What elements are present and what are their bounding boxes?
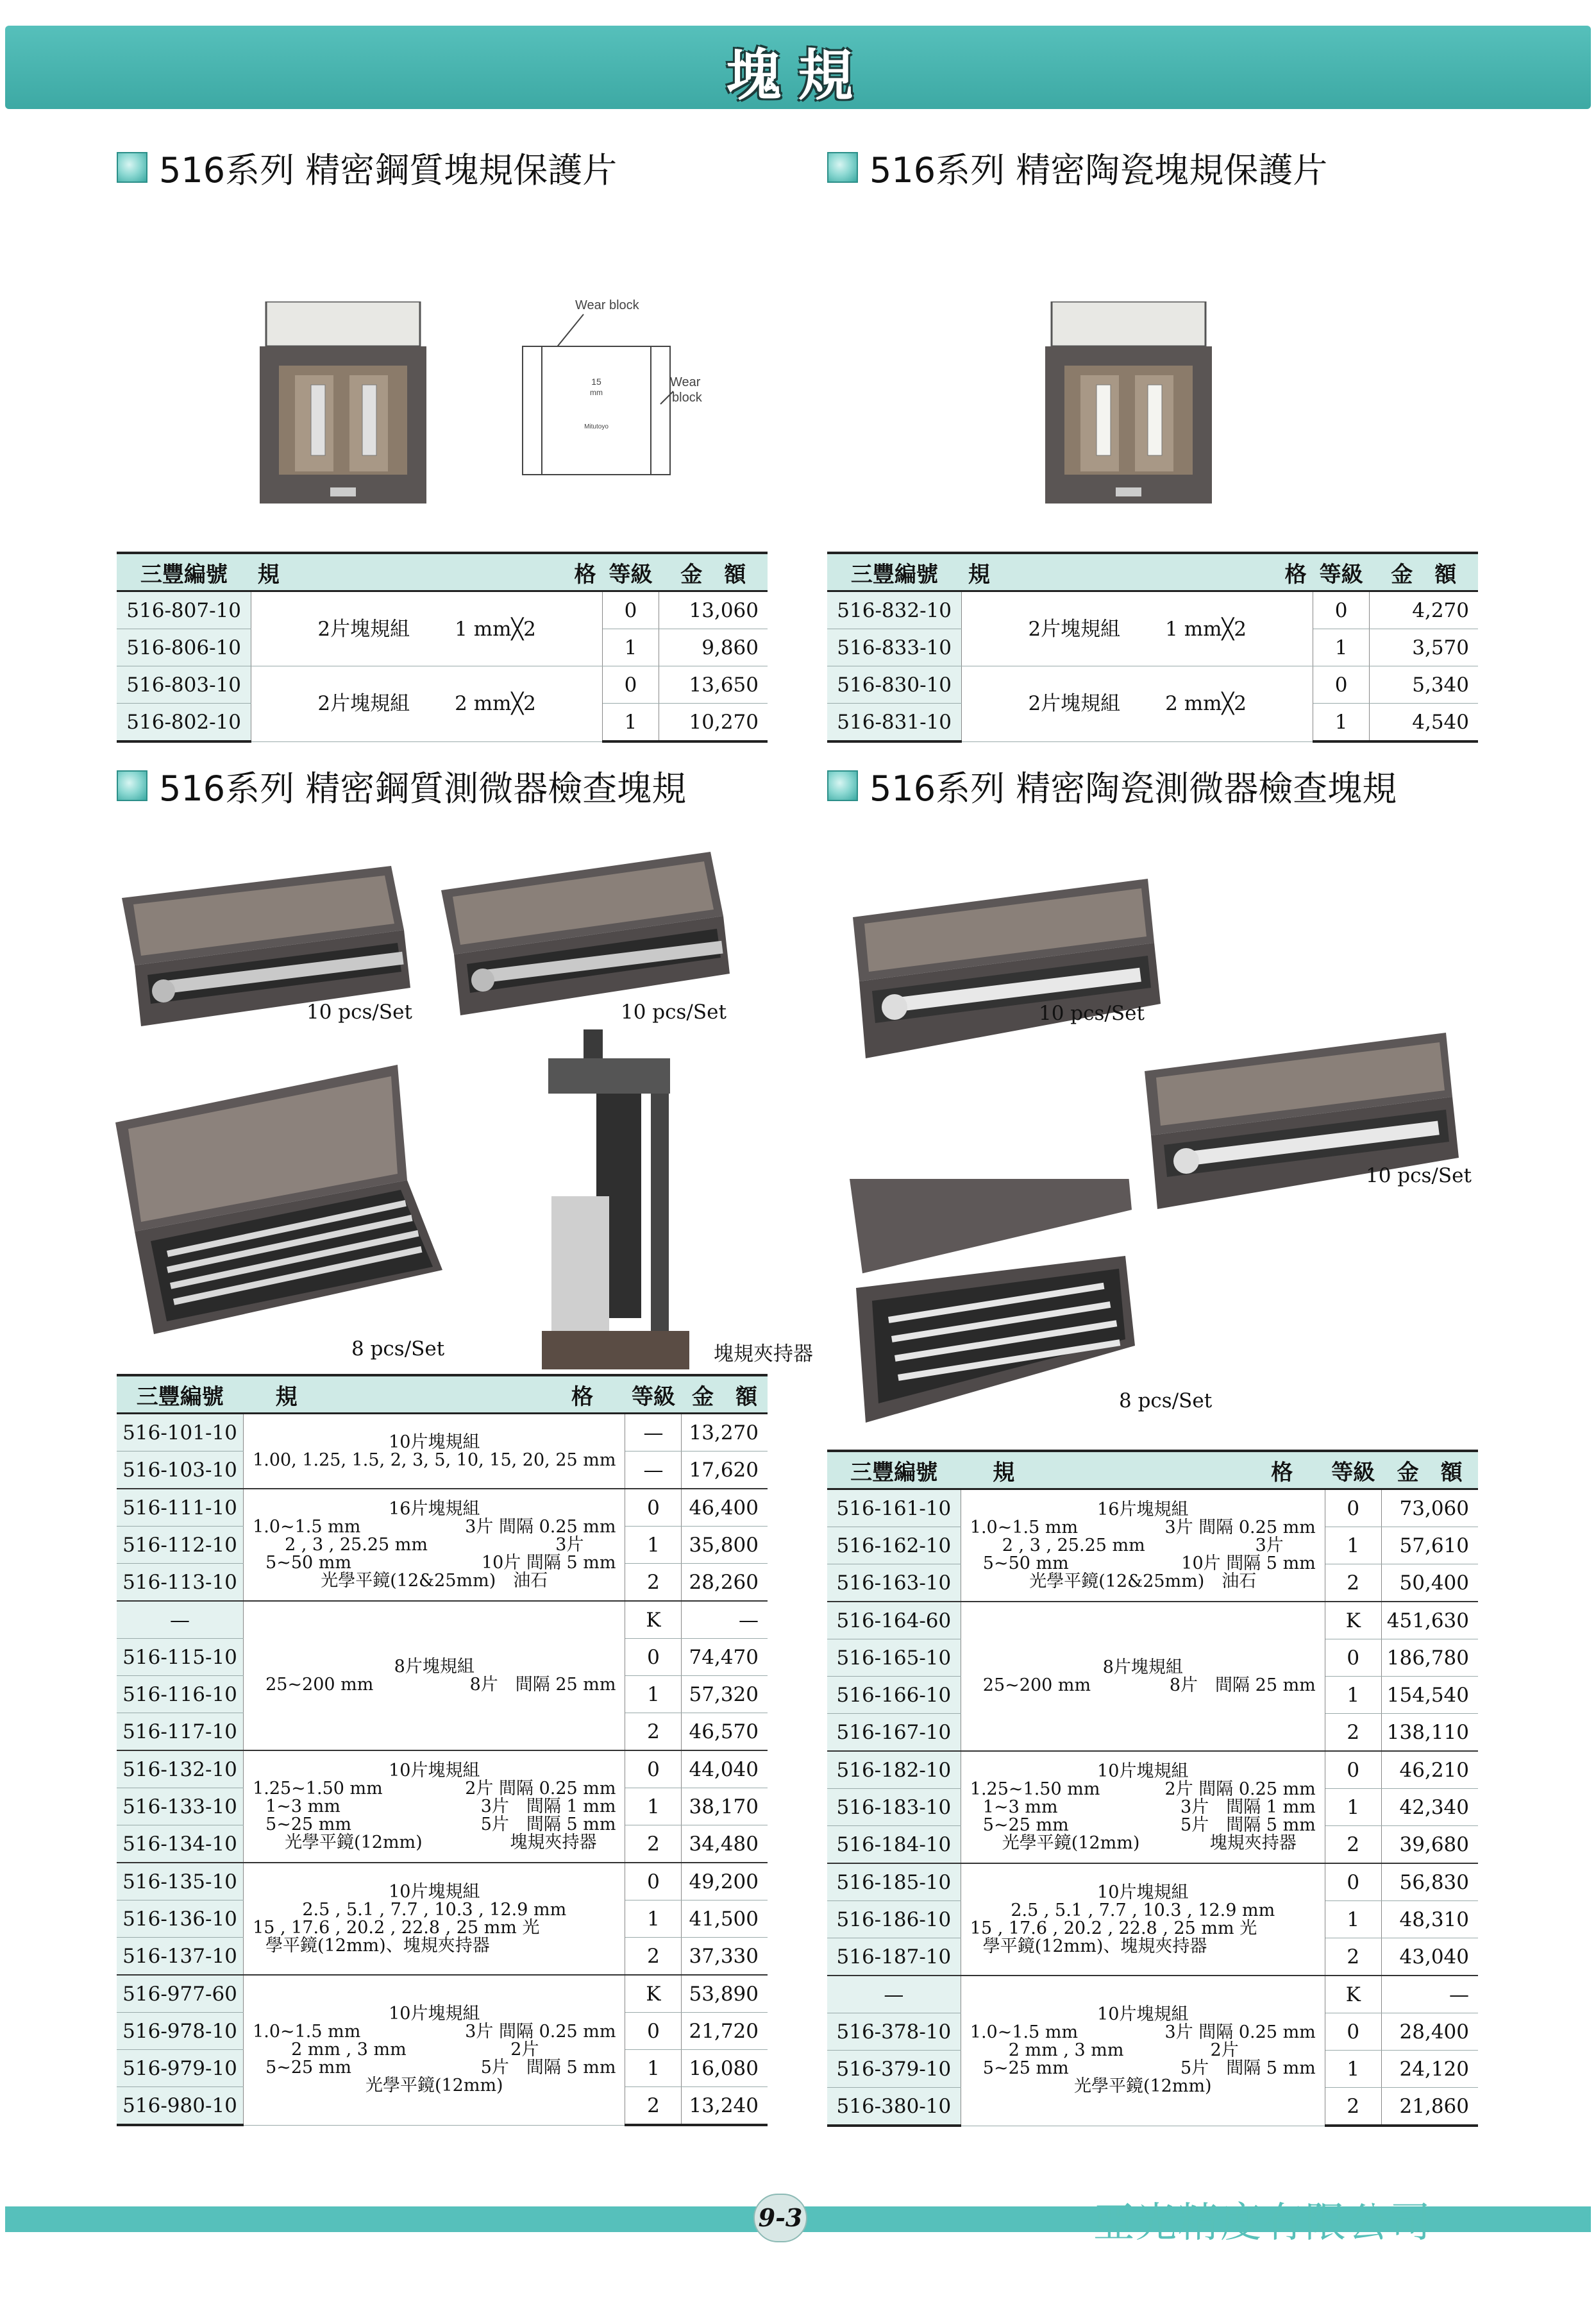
svg-text:15: 15 (591, 377, 601, 387)
col-spec: 規 格 (251, 553, 603, 591)
table-row: 516-133-10 1 38,170 (117, 1788, 768, 1825)
table-row: 516-807-10 2片塊規組 1 mm╳2 0 13,060 (117, 591, 768, 629)
ceramic-wear-block-table (827, 552, 1478, 743)
page-footer (0, 2187, 1596, 2302)
table-row: 516-802-10 1 10,270 (117, 704, 768, 742)
table-row: 516-103-10 — 17,620 (117, 1451, 768, 1489)
table-row: 516-979-10 1 16,080 (117, 2050, 768, 2087)
steel-wear-block-table (117, 552, 768, 743)
table-row: 516-136-10 1 41,500 (117, 1900, 768, 1938)
col-code: 三豐編號 (117, 553, 251, 591)
ceramic-10pcs-case-photo-b (1145, 1033, 1484, 1219)
table-row: 516-380-10 2 21,860 (827, 2088, 1478, 2126)
bullet-square-icon (827, 152, 858, 183)
col-grade: 等級 (625, 1375, 682, 1414)
col-price: 金 額 (682, 1375, 768, 1414)
col-code: 三豐編號 (117, 1375, 244, 1414)
table-row: 516-163-10 2 50,400 (827, 1564, 1478, 1602)
table-row: 516-134-10 2 34,480 (117, 1825, 768, 1863)
section-heading-ceramic-wear: 516系列 精密陶瓷塊規保護片 (827, 145, 1327, 190)
table-row: 516-132-10 10片塊規組 1.25~1.50 mm 2片 間隔 0.25 mm 1~3 mm 3片 間隔 1 mm 5~25 mm 5片 間隔 5 mm 光學平鏡(12mm) 塊規夾持器 0 44,040 (117, 1750, 768, 1788)
table-row: 516-378-10 0 28,400 (827, 2013, 1478, 2051)
col-price: 金 額 (1381, 1451, 1478, 1489)
caption-ceramic-a: 10 pcs/Set (1039, 1002, 1145, 1025)
steel-10pcs-case-photo-b (441, 845, 736, 1019)
section-heading-steel-wear: 516系列 精密鋼質塊規保護片 (117, 145, 617, 190)
table-row: 516-187-10 2 43,040 (827, 1938, 1478, 1976)
table-row: 516-101-10 10片塊規組 1.00, 1.25, 1.5, 2, 3, 5, 10, 15, 20, 25 mm — 13,270 (117, 1414, 768, 1451)
table-row: 516-980-10 2 13,240 (117, 2087, 768, 2126)
ceramic-8pcs-case-photo (850, 1179, 1138, 1423)
page-number: 9-3 (753, 2194, 807, 2242)
col-code: 三豐編號 (827, 553, 962, 591)
table-row: 516-806-10 1 9,860 (117, 629, 768, 666)
table-row: 516-830-10 2片塊規組 2 mm╳2 0 5,340 (827, 666, 1478, 704)
table-row: 516-184-10 2 39,680 (827, 1826, 1478, 1864)
table-row: 516-185-10 10片塊規組 2.5 , 5.1 , 7.7 , 10.3 , 12.9 mm 15 , 17.6 , 20.2 , 22.8 , 25 mm 光 學平鏡(12mm)、塊規夾持器 0 56,830 (827, 1863, 1478, 1901)
wear-block-diagram (513, 295, 725, 481)
col-spec: 規 格 (244, 1375, 625, 1414)
table-row: 516-166-10 1 154,540 (827, 1677, 1478, 1714)
bullet-square-icon (827, 770, 858, 801)
table-row: — 10片塊規組 1.0~1.5 mm 3片 間隔 0.25 mm 2 mm , 3 mm 2片 5~25 mm 5片 間隔 5 mm 光學平鏡(12mm) K — (827, 1976, 1478, 2013)
steel-wear-block-case-photo (260, 301, 465, 504)
section-heading-steel-micrometer: 516系列 精密鋼質測微器檢查塊規 (117, 763, 686, 808)
gauge-block-holder-photo (523, 1029, 715, 1369)
caption-ceramic-c: 8 pcs/Set (1119, 1389, 1213, 1412)
page-header (0, 0, 1596, 114)
section-heading-ceramic-micrometer: 516系列 精密陶瓷測微器檢查塊規 (827, 763, 1397, 808)
table-row: 516-977-60 10片塊規組 1.0~1.5 mm 3片 間隔 0.25 mm 2 mm , 3 mm 2片 5~25 mm 5片 間隔 5 mm 光學平鏡(12mm) K 53,890 (117, 1975, 768, 2013)
table-row: 516-161-10 16片塊規組 1.0~1.5 mm 3片 間隔 0.25 mm 2 , 3 , 25.25 mm 3片 5~50 mm 10片 間隔 5 mm 光學平鏡(12&25mm) 油石 0 73,060 (827, 1489, 1478, 1527)
col-spec: 規 格 (962, 553, 1313, 591)
col-spec: 規 格 (961, 1451, 1325, 1489)
page-title: 塊規 (726, 44, 870, 108)
table-row: 516-111-10 16片塊規組 1.0~1.5 mm 3片 間隔 0.25 mm 2 , 3 , 25.25 mm 3片 5~50 mm 10片 間隔 5 mm 光學平鏡(12&25mm) 油石 0 46,400 (117, 1489, 768, 1527)
col-code: 三豐編號 (827, 1451, 961, 1489)
svg-text:block: block (672, 391, 702, 405)
bullet-square-icon (117, 152, 147, 183)
table-row: 516-117-10 2 46,570 (117, 1713, 768, 1751)
bullet-square-icon (117, 770, 147, 801)
steel-micrometer-table (117, 1374, 768, 2126)
table-row: 516-162-10 1 57,610 (827, 1527, 1478, 1564)
ceramic-wear-block-case-photo (1045, 301, 1250, 504)
caption-steel-a: 10 pcs/Set (307, 1001, 412, 1024)
table-row: — 8片塊規組 25~200 mm 8片 間隔 25 mm K — (117, 1601, 768, 1639)
table-row: 516-833-10 1 3,570 (827, 629, 1478, 666)
table-row: 516-167-10 2 138,110 (827, 1714, 1478, 1752)
table-row: 516-183-10 1 42,340 (827, 1789, 1478, 1826)
company-name: 亞光精度有限公司 (1093, 2199, 1432, 2247)
table-row: 516-165-10 0 186,780 (827, 1639, 1478, 1677)
col-price: 金 額 (1370, 553, 1478, 591)
caption-steel-b: 10 pcs/Set (621, 1001, 727, 1024)
wear-block-label: Wear block (575, 298, 639, 312)
col-grade: 等級 (602, 553, 659, 591)
table-row: 516-164-60 8片塊規組 25~200 mm 8片 間隔 25 mm K 451,630 (827, 1602, 1478, 1639)
table-row: 516-113-10 2 28,260 (117, 1564, 768, 1602)
table-row: 516-186-10 1 48,310 (827, 1901, 1478, 1938)
table-row: 516-803-10 2片塊規組 2 mm╳2 0 13,650 (117, 666, 768, 704)
table-row: 516-831-10 1 4,540 (827, 704, 1478, 742)
table-row: 516-379-10 1 24,120 (827, 2051, 1478, 2088)
col-grade: 等級 (1325, 1451, 1381, 1489)
caption-ceramic-b: 10 pcs/Set (1366, 1164, 1472, 1187)
table-row: 516-116-10 1 57,320 (117, 1676, 768, 1713)
table-row: 516-137-10 2 37,330 (117, 1938, 768, 1976)
table-row: 516-978-10 0 21,720 (117, 2013, 768, 2050)
ceramic-micrometer-table (827, 1450, 1478, 2127)
steel-8pcs-case-photo (115, 1065, 449, 1341)
table-row: 516-182-10 10片塊規組 1.25~1.50 mm 2片 間隔 0.25 mm 1~3 mm 3片 間隔 1 mm 5~25 mm 5片 間隔 5 mm 光學平鏡(12mm) 塊規夾持器 0 46,210 (827, 1751, 1478, 1789)
svg-text:Mitutoyo: Mitutoyo (584, 423, 609, 430)
table-row: 516-115-10 0 74,470 (117, 1639, 768, 1676)
table-row: 516-112-10 1 35,800 (117, 1527, 768, 1564)
table-row: 516-832-10 2片塊規組 1 mm╳2 0 4,270 (827, 591, 1478, 629)
table-row: 516-135-10 10片塊規組 2.5 , 5.1 , 7.7 , 10.3 , 12.9 mm 15 , 17.6 , 20.2 , 22.8 , 25 mm 光 學平鏡(12mm)、塊規夾持器 0 49,200 (117, 1863, 768, 1900)
svg-text:mm: mm (590, 388, 603, 397)
svg-text:Wear: Wear (670, 375, 701, 389)
col-grade: 等級 (1313, 553, 1370, 591)
ceramic-10pcs-case-photo-a (853, 879, 1173, 1065)
caption-holder: 塊規夾持器 (714, 1342, 813, 1366)
col-price: 金 額 (659, 553, 768, 591)
caption-steel-c: 8 pcs/Set (351, 1337, 445, 1360)
